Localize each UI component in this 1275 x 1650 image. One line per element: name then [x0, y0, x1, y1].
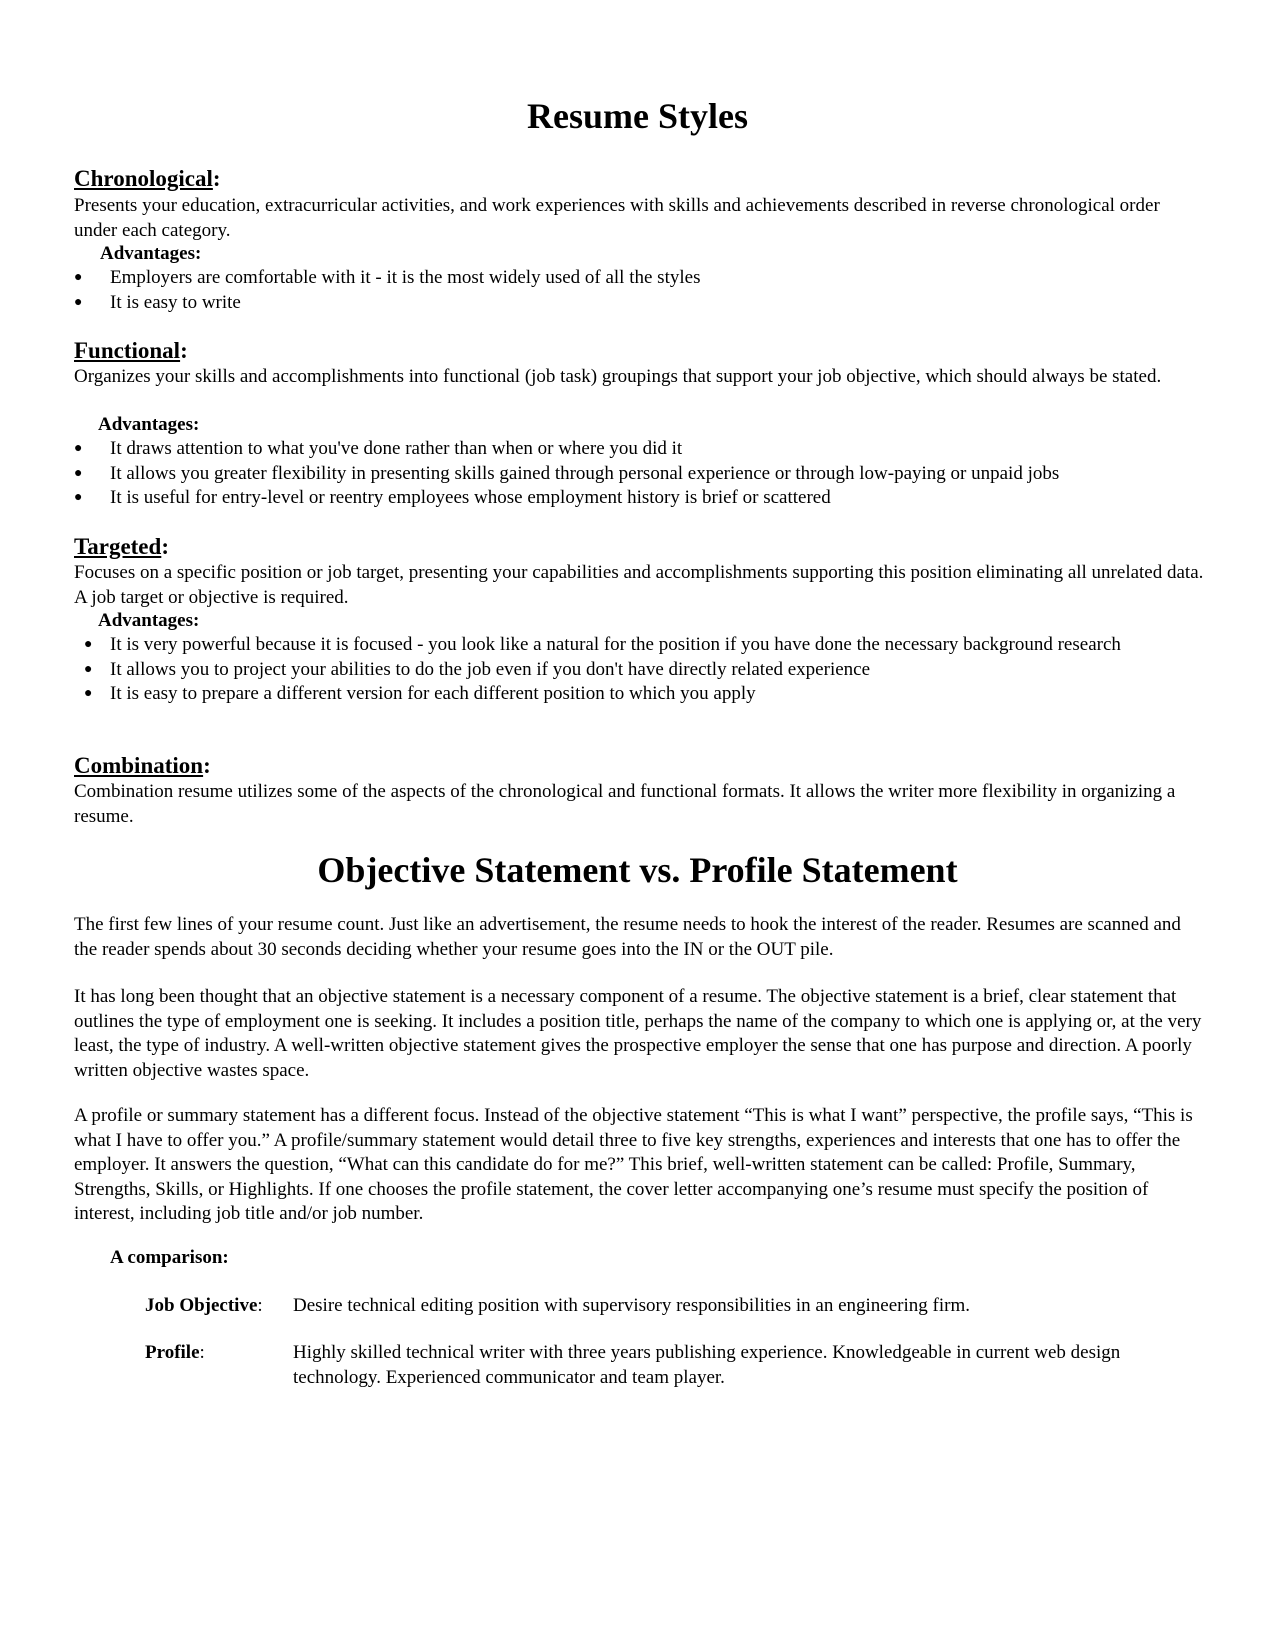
list-item-text: It allows you to project your abilities to do the job even if you don't have directly related experience — [110, 658, 871, 680]
heading-targeted-text: Targeted — [74, 534, 162, 559]
chronological-advantages-list — [74, 266, 1200, 315]
heading-targeted — [74, 534, 169, 560]
bullet-icon: ● — [74, 441, 83, 456]
targeted-advantages-list — [84, 633, 1160, 707]
heading-functional — [74, 338, 188, 364]
term-colon: : — [257, 1295, 263, 1316]
term-label: Job Objective — [145, 1295, 258, 1316]
heading-colon: : — [203, 753, 211, 778]
heading-combination — [74, 753, 211, 779]
bullet-icon: ● — [74, 465, 83, 481]
list-item — [84, 633, 1160, 658]
heading-colon: : — [212, 166, 221, 191]
functional-advantages-label: Advantages: — [98, 414, 200, 435]
bullet-icon: ● — [74, 490, 83, 505]
list-item-text: It is very powerful because it is focused - you look like a natural for the position if you have done the necessary background research — [110, 634, 1121, 655]
bullet-icon: ● — [74, 294, 83, 310]
heading-chronological — [74, 166, 221, 192]
comparison-term-profile — [145, 1341, 205, 1366]
list-item-text: It is easy to prepare a different version for each different position to which you apply — [110, 683, 756, 704]
list-item-text: It draws attention to what you've done rather than when or where you did it — [110, 438, 683, 459]
list-item — [84, 682, 1160, 707]
list-item — [74, 266, 1200, 291]
chronological-body: Presents your education, extracurricular activities, and work experiences with skills and achievements described in reverse chronological order under each category. — [74, 195, 1160, 241]
list-item — [74, 437, 1200, 462]
comparison-desc-job-objective: Desire technical editing position with supervisory responsibilities in an engineering firm. — [293, 1295, 970, 1316]
term-colon: : — [199, 1342, 205, 1363]
targeted-body: Focuses on a specific position or job target, presenting your capabilities and accomplishments supporting this position eliminating all unrelated data. A job target or objective is required. — [74, 562, 1204, 608]
list-item-text: It allows you greater flexibility in presenting skills gained through personal experience or through low-paying or unpaid jobs — [110, 462, 1060, 484]
list-item — [84, 658, 1160, 683]
paragraph-profile: A profile or summary statement has a different focus. Instead of the objective statement “This is what I want” perspective, the profile says, “This is what I have to offer you.” A profile/summary statement would detail three to five key strengths, experiences and interests that one has to offer the employer. It answers the question, “What can this candidate do for me?” This brief, well-written statement can be called: Profile, Summary, Strengths, Skills, or Highlights. If one chooses the profile statement, the cover letter accompanying one’s resume must specify the position of interest, including job title and/or job number. — [74, 1105, 1193, 1224]
list-item — [74, 462, 1200, 487]
bullet-icon: ● — [84, 661, 93, 677]
list-item-text: It is easy to write — [110, 291, 241, 313]
bullet-icon: ● — [84, 637, 93, 652]
bullet-icon: ● — [84, 686, 93, 701]
comparison-term-job-objective — [145, 1294, 263, 1319]
list-item — [74, 291, 1200, 316]
comparison-label: A comparison: — [110, 1247, 229, 1268]
functional-body: Organizes your skills and accomplishments into functional (job task) groupings that support your job objective, which should always be stated. — [74, 366, 1162, 387]
heading-chronological-text: Chronological — [74, 166, 213, 191]
heading-colon: : — [161, 534, 169, 559]
list-item-text: Employers are comfortable with it - it is the most widely used of all the styles — [110, 267, 701, 288]
comparison-desc-profile: Highly skilled technical writer with three years publishing experience. Knowledgeable in current web design technology. Experienced communicator and team player. — [293, 1342, 1121, 1388]
combination-body: Combination resume utilizes some of the aspects of the chronological and functional formats. It allows the writer more flexibility in organizing a resume. — [74, 781, 1176, 827]
page-title: Resume Styles — [527, 96, 748, 136]
heading-colon: : — [180, 338, 188, 363]
heading-functional-text: Functional — [74, 338, 181, 363]
paragraph-objective: It has long been thought that an objective statement is a necessary component of a resume. The objective statement is a brief, clear statement that outlines the type of employment one is seeking. It includes a position title, perhaps the name of the company to which one is applying or, at the very least, the type of industry. A well-written objective statement gives the prospective employer the sense that one has purpose and direction. A poorly written objective wastes space. — [74, 986, 1202, 1081]
functional-advantages-list — [74, 437, 1200, 511]
list-item — [74, 486, 1200, 511]
section-title: Objective Statement vs. Profile Statement — [317, 850, 958, 890]
chronological-advantages-label: Advantages: — [100, 243, 202, 264]
heading-combination-text: Combination — [74, 753, 204, 778]
paragraph-intro: The first few lines of your resume count. Just like an advertisement, the resume needs to hook the interest of the reader. Resumes are scanned and the reader spends about 30 seconds deciding whether your resume goes into the IN or the OUT pile. — [74, 914, 1181, 960]
bullet-icon: ● — [74, 270, 83, 285]
list-item-text: It is useful for entry-level or reentry employees whose employment history is brief or scattered — [110, 487, 831, 508]
targeted-advantages-label: Advantages: — [98, 610, 200, 631]
term-label: Profile — [145, 1342, 200, 1363]
